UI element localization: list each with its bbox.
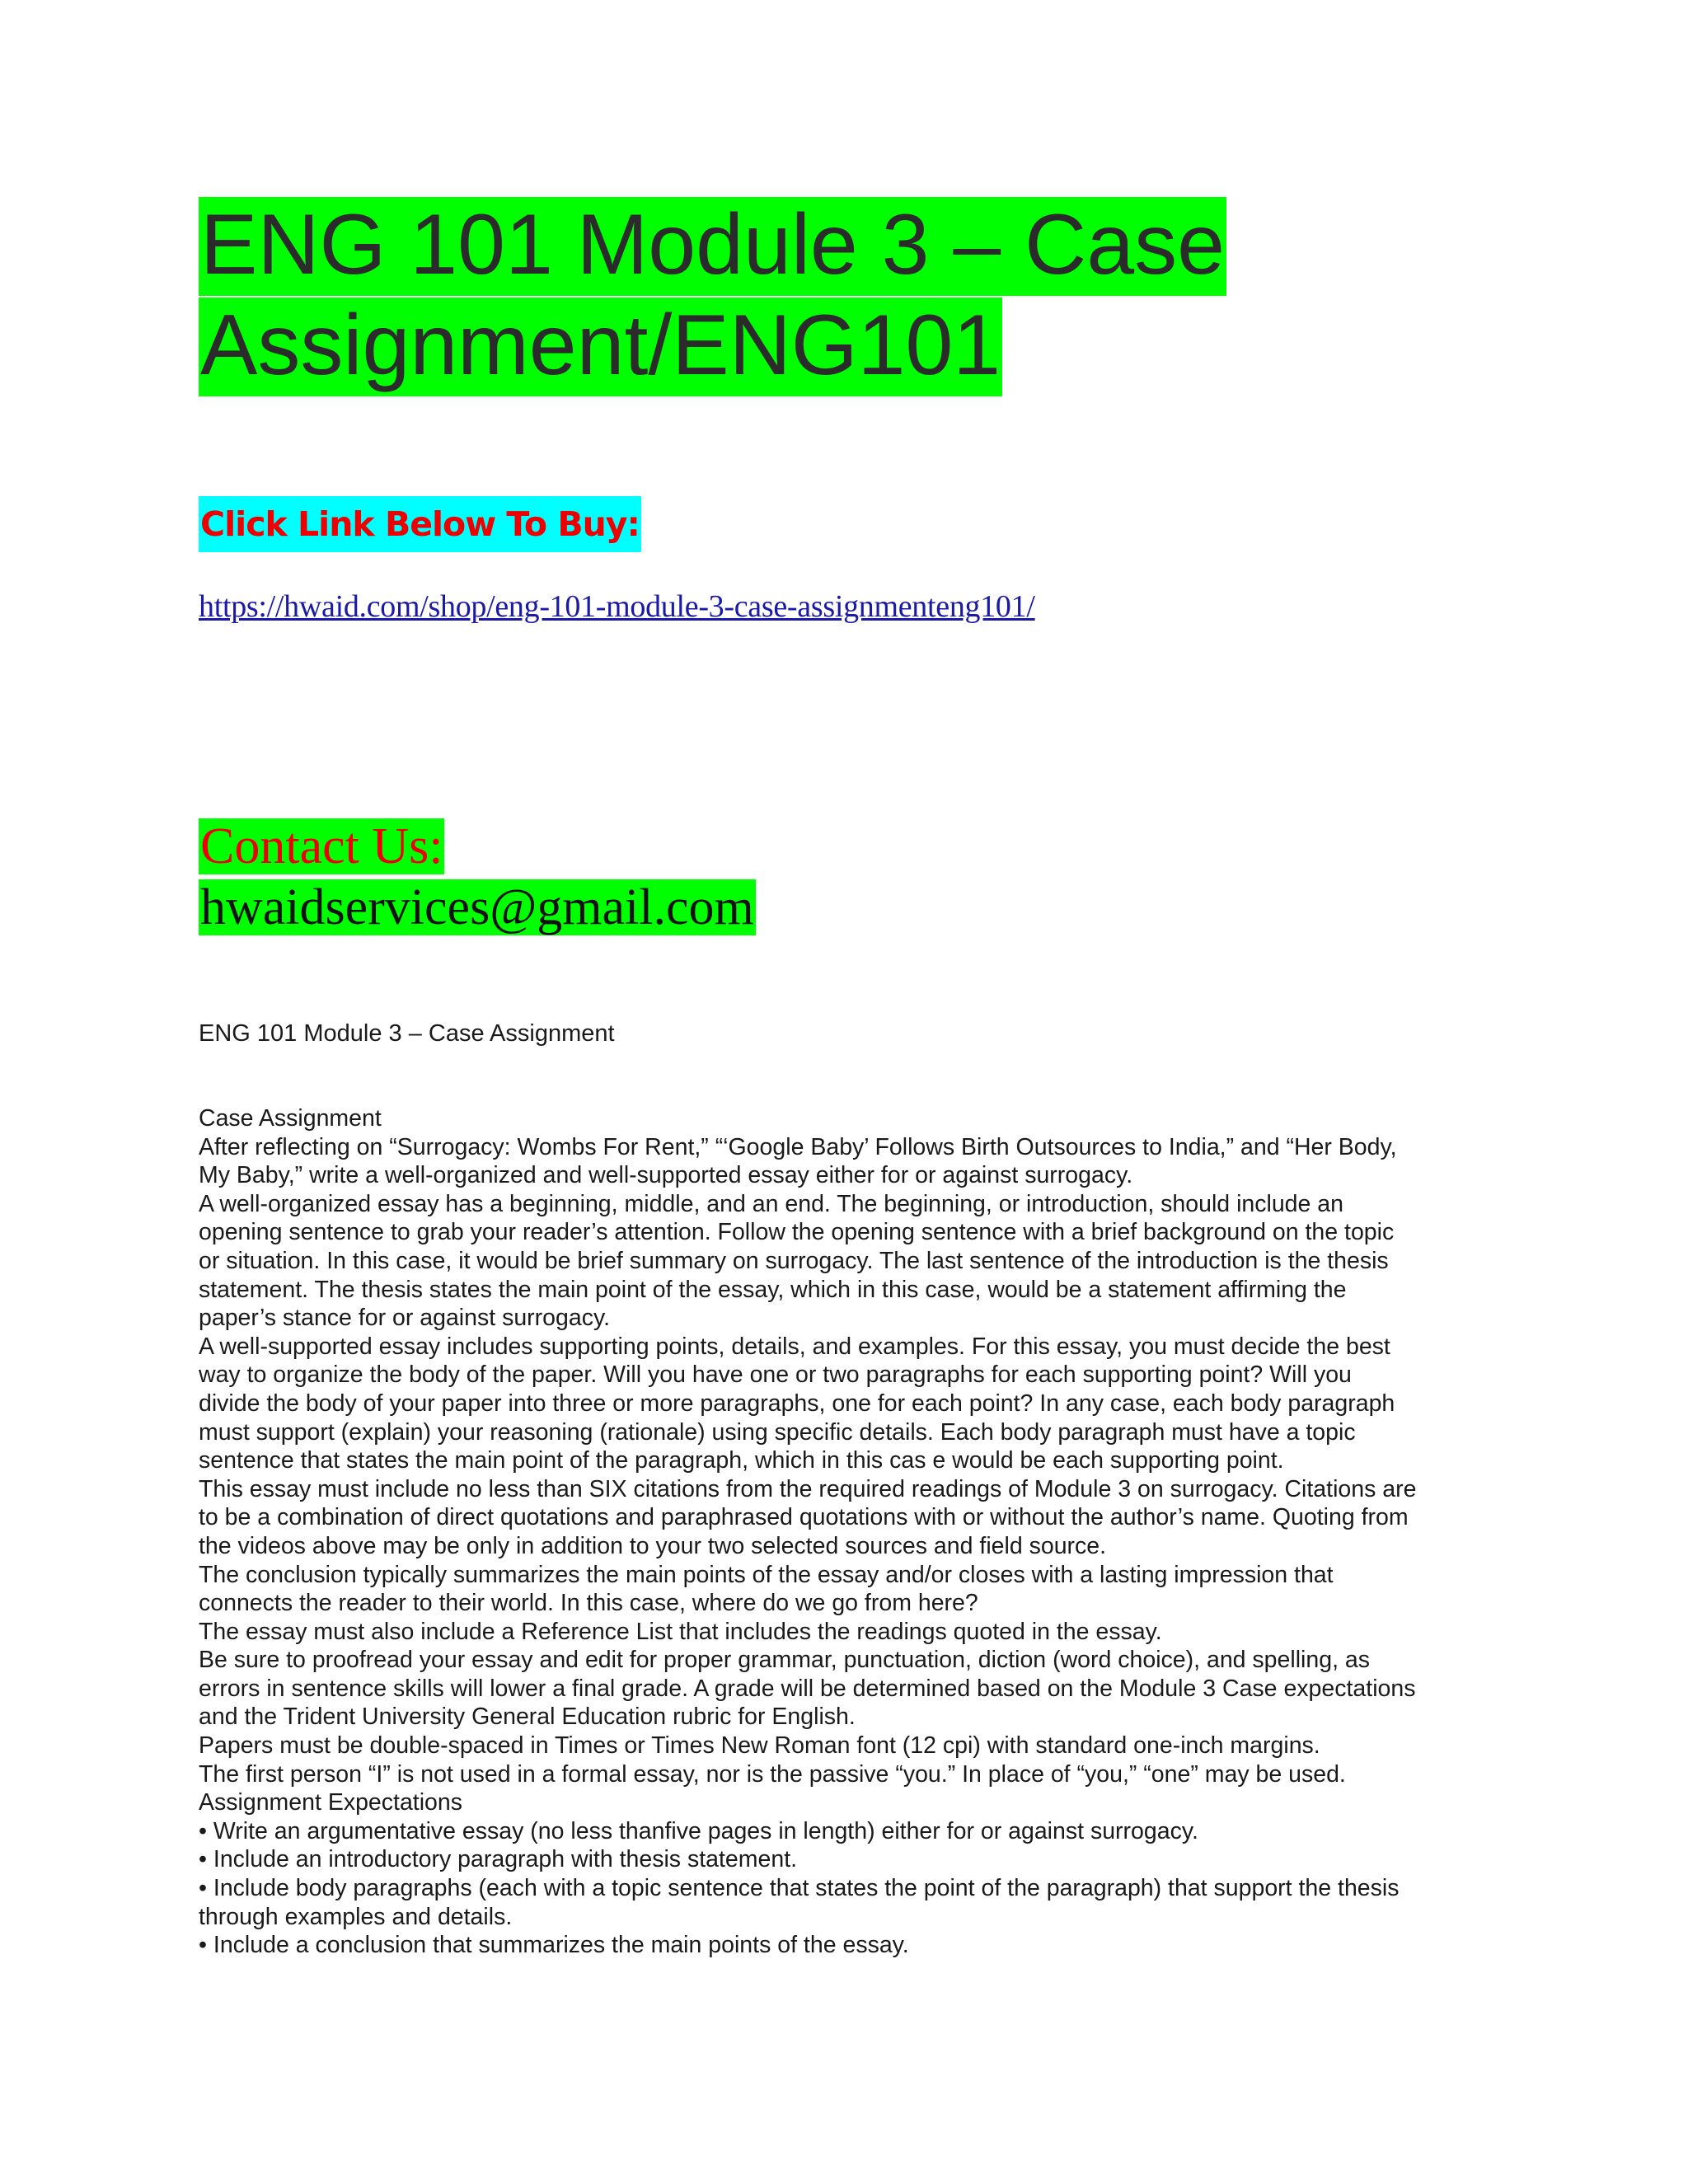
body-line: Assignment Expectations	[199, 1789, 462, 1816]
body-line: A well-supported essay includes supporting points, details, and examples. For this essay, you must decide the best	[199, 1333, 1390, 1360]
body-line: to be a combination of direct quotations and paraphrased quotations with or without the author’s name. Quoting from	[199, 1504, 1409, 1531]
document-title	[199, 194, 1517, 396]
body-line: A well-organized essay has a beginning, middle, and an end. The beginning, or introduction, should include an	[199, 1190, 1343, 1217]
body-line: Be sure to proofread your essay and edit for proper grammar, punctuation, diction (word choice), and spelling, as	[199, 1647, 1371, 1674]
body-line: and the Trident University General Education rubric for English.	[199, 1704, 856, 1731]
body-line: The conclusion typically summarizes the main points of the essay and/or closes with a lasting impression that	[199, 1561, 1334, 1588]
body-line: Papers must be double-spaced in Times or Times New Roman font (12 cpi) with standard one-inch margins.	[199, 1732, 1320, 1760]
body-line: This essay must include no less than SIX citations from the required readings of Module 3 on surrogacy. Citations are	[199, 1475, 1417, 1502]
body-line: Case Assignment	[199, 1105, 382, 1132]
body-line: opening sentence to grab your reader’s attention. Follow the opening sentence with a brief background on the topic	[199, 1219, 1395, 1246]
body-line: • Write an argumentative essay (no less thanfive pages in length) either for or against surrogacy.	[199, 1817, 1198, 1844]
body-line: paper’s stance for or against surrogacy.	[199, 1305, 611, 1332]
body-line: My Baby,” write a well-organized and well-supported essay either for or against surrogacy.	[199, 1162, 1133, 1189]
body-line: • Include body paragraphs (each with a topic sentence that states the point of the paragraph) that support the thesis	[199, 1875, 1400, 1902]
body-line: must support (explain) your reasoning (rationale) using specific details. Each body paragraph must have a topic	[199, 1418, 1356, 1446]
assignment-body	[199, 1104, 1501, 1960]
body-line: The essay must also include a Reference List that includes the readings quoted in the essay.	[199, 1618, 1162, 1645]
buy-label: Click Link Below To Buy:	[199, 496, 641, 552]
body-line: divide the body of your paper into three or more paragraphs, one for each point? In any case, each body paragraph	[199, 1390, 1395, 1417]
body-line: through examples and details.	[199, 1903, 513, 1930]
contact-label: Contact Us:	[200, 818, 443, 874]
body-line: errors in sentence skills will lower a final grade. A grade will be determined based on the Module 3 Case expectations	[199, 1675, 1416, 1702]
body-line: connects the reader to their world. In this case, where do we go from here?	[199, 1590, 978, 1617]
title-line-2: Assignment/ENG101	[199, 298, 1002, 396]
body-line: way to organize the body of the paper. Will you have one or two paragraphs for each supporting point? Will you	[199, 1361, 1352, 1389]
body-line: the videos above may be only in addition to your two selected sources and field source.	[199, 1532, 1107, 1559]
body-line: sentence that states the main point of the paragraph, which in this cas e would be each supporting point.	[199, 1447, 1284, 1474]
buy-link[interactable]: https://hwaid.com/shop/eng-101-module-3-case-assignmenteng101/	[199, 589, 1035, 624]
contact-email[interactable]: hwaidservices@gmail.com	[200, 879, 754, 935]
assignment-heading: ENG 101 Module 3 – Case Assignment	[199, 1020, 615, 1047]
contact-block	[199, 816, 756, 938]
body-line: The first person “I” is not used in a formal essay, nor is the passive “you.” In place of “you,” “one” may be used.	[199, 1760, 1346, 1788]
body-line: • Include a conclusion that summarizes the main points of the essay.	[199, 1932, 909, 1959]
body-line: or situation. In this case, it would be brief summary on surrogacy. The last sentence of the introduction is the thesis	[199, 1247, 1389, 1274]
body-line: • Include an introductory paragraph with thesis statement.	[199, 1846, 798, 1873]
title-line-1: ENG 101 Module 3 – Case	[199, 197, 1226, 296]
body-line: statement. The thesis states the main point of the essay, which in this case, would be a statement affirming the	[199, 1276, 1347, 1303]
body-line: After reflecting on “Surrogacy: Wombs For Rent,” “‘Google Baby’ Follows Birth Outsources to India,” and “Her Body,	[199, 1133, 1397, 1160]
